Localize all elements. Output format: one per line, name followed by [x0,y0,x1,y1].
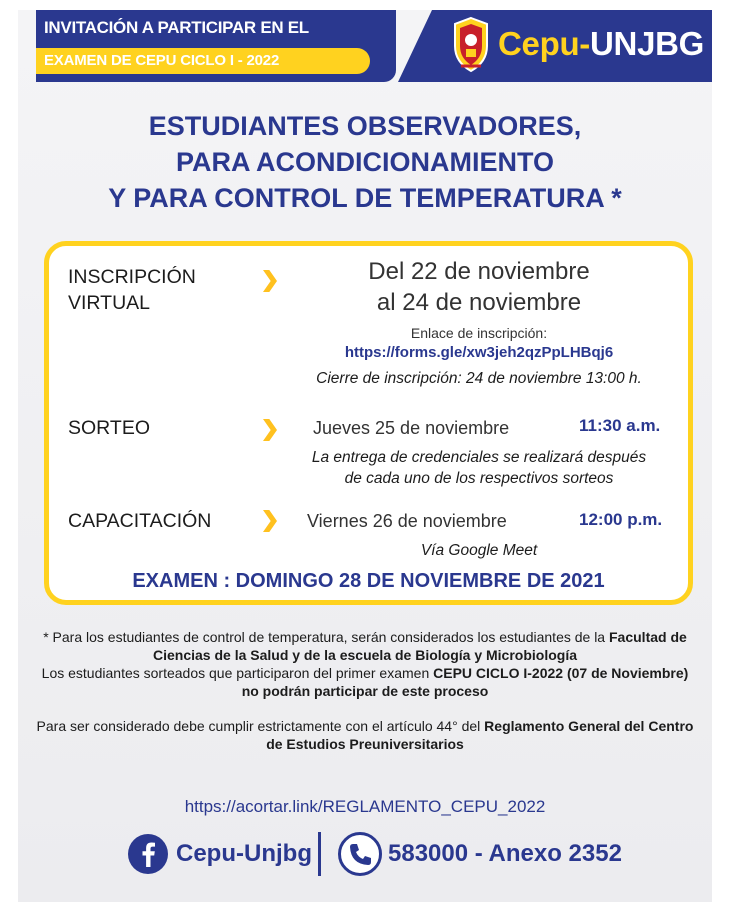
spacer [36,700,694,717]
inscripcion-closing: Cierre de inscripción: 24 de noviembre 13:00 h. [316,370,642,387]
inscripcion-label-line1: INSCRIPCIÓN [68,266,196,288]
footer-divider [318,832,321,876]
chevron-right-icon [263,270,277,292]
notes [36,628,694,753]
inscripcion-label-line2: VIRTUAL [68,292,150,314]
inscripcion-link-label: Enlace de inscripción: [410,325,548,341]
sorteo-time: 11:30 a.m. [579,416,661,435]
page-title-line3: Y PARA CONTROL DE TEMPERATURA * [108,183,622,213]
header-title-line1: INVITACIÓN A PARTICIPAR EN EL [44,18,309,37]
exam-date: EXAMEN : DOMINGO 28 DE NOVIEMBRE DE 2021 [132,570,605,592]
note-regulation-text: Para ser considerado debe cumplir estrictamente con el artículo 44° del [36,718,485,734]
phone-icon [338,832,382,876]
brand-name [498,24,704,64]
capacitacion-date: Viernes 26 de noviembre [307,511,507,531]
facebook-icon [128,834,168,874]
note-temperature [36,628,694,664]
header-title-line2: EXAMEN DE CEPU CICLO I - 2022 [44,52,280,69]
brand-name-part2: UNJBG [590,25,705,62]
sorteo-note-line1: La entrega de credenciales se realizará después [311,449,647,466]
brand-name-part1: Cepu- [498,25,590,62]
inscripcion-date-line2: al 24 de noviembre [376,289,582,316]
university-crest-icon [451,16,491,74]
chevron-right-icon [263,510,277,532]
note-regulation-bold: Reglamento General del Centro de Estudios Preuniversitarios [266,718,694,752]
sorteo-date: Jueves 25 de noviembre [313,418,510,438]
inscripcion-link[interactable]: https://forms.gle/xw3jeh2qzPpLHBqj6 [344,344,614,361]
capacitacion-time: 12:00 p.m. [579,510,663,529]
phone-number[interactable]: 583000 - Anexo 2352 [388,840,622,867]
note-previous-exam-text: Los estudiantes sorteados que participaron del primer examen [41,665,434,681]
regulation-link[interactable]: https://acortar.link/REGLAMENTO_CEPU_2022 [184,797,546,816]
contact-footer [128,832,628,876]
capacitacion-label: CAPACITACIÓN [68,510,212,532]
note-temperature-text: * Para los estudiantes de control de temperatura, serán considerados los estudiantes de la [43,629,609,645]
inscripcion-date-line1: Del 22 de noviembre [368,258,590,285]
facebook-handle[interactable]: Cepu-Unjbg [176,840,312,867]
note-temperature-bold: Facultad de Ciencias de la Salud y de la escuela de Biología y Microbiología [152,629,687,663]
sorteo-label: SORTEO [68,417,150,439]
note-previous-exam-bold: CEPU CICLO I-2022 (07 de Noviembre) no podrán participar de este proceso [241,665,689,699]
chevron-right-icon [263,419,277,441]
capacitacion-note: Vía Google Meet [420,542,538,559]
page-title [18,108,712,216]
note-previous-exam [36,664,694,700]
page-title-line1: ESTUDIANTES OBSERVADORES, [148,111,582,141]
schedule-box [44,241,693,605]
sorteo-note-line2: de cada uno de los respectivos sorteos [344,470,614,487]
page-title-line2: PARA ACONDICIONAMIENTO [176,147,554,177]
note-regulation [36,717,694,753]
